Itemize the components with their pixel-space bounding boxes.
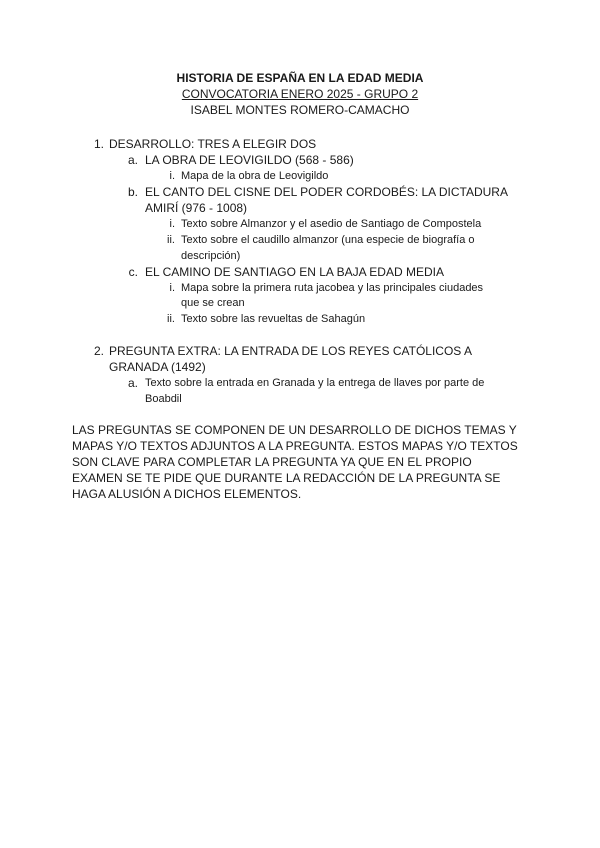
subsublist-item-text: Mapa de la obra de Leovigildo <box>181 170 329 182</box>
document-title: HISTORIA DE ESPAÑA EN LA EDAD MEDIA <box>176 71 424 85</box>
sublist-item-text-cont: AMIRÍ (976 - 1008) <box>145 201 248 215</box>
subsublist-item-text: Texto sobre Almanzor y el asedio de Santiago de Compostela <box>181 218 482 230</box>
sublist-item-text: EL CAMINO DE SANTIAGO EN LA BAJA EDAD MEDIA <box>145 265 444 279</box>
sublist-letter: b. <box>127 185 138 199</box>
sublist-letter: a. <box>127 153 138 167</box>
closing-paragraph <box>72 422 532 502</box>
sublist-item-text: EL CANTO DEL CISNE DEL PODER CORDOBÉS: LA DICTADURA <box>145 185 508 199</box>
subsublist-roman: i. <box>169 282 175 294</box>
subsublist-item-text-cont: descripción) <box>181 250 241 262</box>
document-author: ISABEL MONTES ROMERO-CAMACHO <box>190 103 410 117</box>
sublist-item-text-cont: Boabdil <box>145 393 182 405</box>
paragraph-line: EXAMEN SE TE PIDE QUE DURANTE LA REDACCIÓN DE LA PREGUNTA SE <box>72 471 501 485</box>
paragraph-line: LAS PREGUNTAS SE COMPONEN DE UN DESARROLLO DE DICHOS TEMAS Y <box>72 423 517 437</box>
paragraph-line: HAGA ALUSIÓN A DICHOS ELEMENTOS. <box>72 487 302 501</box>
sublist-item-text: LA OBRA DE LEOVIGILDO (568 - 586) <box>145 153 354 167</box>
subsublist-item-text-cont: que se crean <box>181 297 245 309</box>
subsublist-roman: i. <box>169 218 175 230</box>
list-item-text-cont: GRANADA (1492) <box>109 360 206 374</box>
sublist-item-text: Texto sobre la entrada en Granada y la entrega de llaves por parte de <box>145 377 485 389</box>
list-item-text: PREGUNTA EXTRA: LA ENTRADA DE LOS REYES CATÓLICOS A <box>109 344 472 358</box>
list-number: 1. <box>93 137 104 151</box>
paragraph-line: MAPAS Y/O TEXTOS ADJUNTOS A LA PREGUNTA. ESTOS MAPAS Y/O TEXTOS <box>72 439 518 453</box>
paragraph-line: SON CLAVE PARA COMPLETAR LA PREGUNTA YA QUE EN EL PROPIO <box>72 455 472 469</box>
list-item-text: DESARROLLO: TRES A ELEGIR DOS <box>109 137 317 151</box>
document-subtitle: CONVOCATORIA ENERO 2025 - GRUPO 2 <box>181 87 419 101</box>
sublist-letter: c. <box>128 265 138 279</box>
list-number: 2. <box>93 344 104 358</box>
subsublist-roman: i. <box>169 170 175 182</box>
sublist-letter: a. <box>127 376 138 390</box>
subsublist-roman: ii. <box>167 234 175 246</box>
subsublist-item-text: Mapa sobre la primera ruta jacobea y las principales ciudades <box>181 282 484 294</box>
subsublist-roman: ii. <box>167 313 175 325</box>
subsublist-item-text: Texto sobre el caudillo almanzor (una especie de biografía o <box>181 234 475 246</box>
subsublist-item-text: Texto sobre las revueltas de Sahagún <box>181 313 366 325</box>
